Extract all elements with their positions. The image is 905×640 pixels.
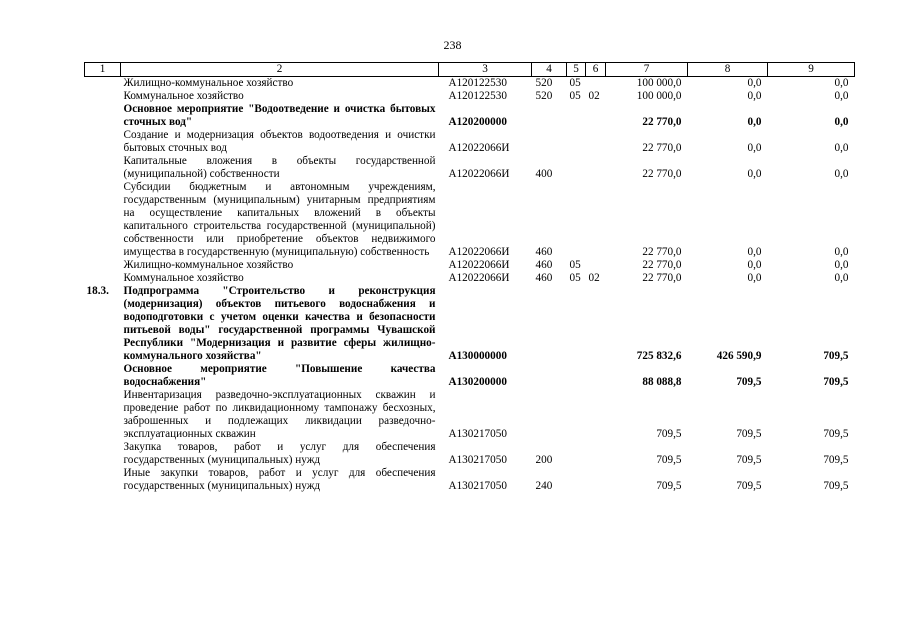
amount-col-9: 709,5 [823, 376, 849, 388]
target-article-code: A12022066И [448, 168, 510, 180]
row-number [85, 363, 121, 389]
amount-col-7: 22 770,0 [642, 246, 682, 258]
table-row [85, 259, 855, 272]
subsection-code [586, 155, 606, 181]
target-article-code: A130217050 [448, 480, 507, 492]
row-name: Коммунальное хозяйство [123, 272, 244, 284]
row-name: Создание и модернизация объектов водоотведения и очистки бытовых сточных вод [123, 129, 436, 154]
subsection-code [586, 129, 606, 155]
section-code [567, 103, 586, 129]
expense-type-code [532, 389, 567, 441]
subsection-code [586, 467, 606, 493]
row-number [85, 272, 121, 285]
section-code: 05 [569, 259, 581, 271]
amount-col-8: 426 590,9 [716, 350, 762, 362]
amount-col-8: 0,0 [747, 168, 762, 180]
amount-col-9: 709,5 [823, 350, 849, 362]
row-name: Основное мероприятие "Повышение качества водоснабжения" [123, 363, 436, 388]
row-number [85, 181, 121, 259]
amount-col-9: 709,5 [823, 454, 849, 466]
target-article-code: A12022066И [448, 142, 510, 154]
amount-col-9: 709,5 [823, 480, 849, 492]
target-article-code: A120200000 [448, 116, 507, 128]
amount-col-7: 709,5 [656, 480, 682, 492]
row-number: 18.3. [86, 285, 109, 297]
amount-col-7: 100 000,0 [636, 90, 682, 102]
amount-col-9: 0,0 [834, 142, 849, 154]
budget-table [84, 62, 855, 493]
table-body [85, 77, 855, 494]
expense-type-code [532, 103, 567, 129]
expense-type-code: 400 [535, 168, 553, 180]
expense-type-code: 460 [535, 246, 553, 258]
amount-col-9: 709,5 [823, 428, 849, 440]
header-cell: 9 [768, 63, 855, 77]
expense-type-code: 520 [535, 90, 553, 102]
subsection-code: 02 [588, 272, 600, 284]
row-number [85, 441, 121, 467]
table-row [85, 90, 855, 103]
amount-col-8: 0,0 [747, 246, 762, 258]
table-row [85, 441, 855, 467]
row-number [85, 129, 121, 155]
amount-col-8: 709,5 [736, 428, 762, 440]
expense-type-code: 200 [535, 454, 553, 466]
target-article-code: A120122530 [448, 90, 507, 102]
subsection-code [586, 103, 606, 129]
subsection-code [586, 389, 606, 441]
table-row [85, 272, 855, 285]
section-code: 05 [569, 272, 581, 284]
table-row [85, 467, 855, 493]
subsection-code [586, 77, 606, 91]
header-cell: 4 [532, 63, 567, 77]
amount-col-8: 0,0 [747, 116, 762, 128]
amount-col-9: 0,0 [834, 259, 849, 271]
section-code [567, 155, 586, 181]
row-name: Инвентаризация разведочно-эксплуатационных скважин и проведение работ по ликвидационному тампонажу бесхозных, заброшенных и подлежащих ликвидации разведочно-эксплуатационных скважин [123, 389, 436, 440]
header-cell: 2 [121, 63, 439, 77]
section-code [567, 441, 586, 467]
table-header [85, 63, 855, 77]
amount-col-8: 709,5 [736, 376, 762, 388]
subsection-code [586, 259, 606, 272]
amount-col-8: 709,5 [736, 480, 762, 492]
row-name: Субсидии бюджетным и автономным учреждениям, государственным (муниципальным) унитарным предприятиям на осуществление капитальных вложений в объекты капитального строительства государственной (муниципальной) собственности или приобретение объектов недвижимого имущества в государственную (муниципальную) собственность [123, 181, 436, 258]
subsection-code [586, 363, 606, 389]
target-article-code: A12022066И [448, 246, 510, 258]
header-cell: 8 [688, 63, 768, 77]
amount-col-8: 0,0 [747, 142, 762, 154]
table-row [85, 181, 855, 259]
row-name: Основное мероприятие "Водоотведение и очистка бытовых сточных вод" [123, 103, 436, 128]
subsection-code [586, 181, 606, 259]
target-article-code: A130217050 [448, 454, 507, 466]
amount-col-9: 0,0 [834, 77, 849, 89]
expense-type-code [532, 363, 567, 389]
section-code: 05 [569, 90, 581, 102]
table-row [85, 77, 855, 91]
target-article-code: A120122530 [448, 77, 507, 89]
row-name: Закупка товаров, работ и услуг для обеспечения государственных (муниципальных) нужд [123, 441, 436, 466]
section-code [567, 285, 586, 363]
table-row [85, 363, 855, 389]
amount-col-7: 709,5 [656, 428, 682, 440]
expense-type-code [532, 129, 567, 155]
row-name: Коммунальное хозяйство [123, 90, 244, 102]
amount-col-7: 88 088,8 [642, 376, 682, 388]
header-cell: 7 [606, 63, 688, 77]
amount-col-7: 22 770,0 [642, 259, 682, 271]
section-code [567, 389, 586, 441]
row-number [85, 90, 121, 103]
row-number [85, 77, 121, 91]
table-row [85, 155, 855, 181]
row-number [85, 103, 121, 129]
amount-col-7: 22 770,0 [642, 168, 682, 180]
expense-type-code: 460 [535, 272, 553, 284]
subsection-code [586, 441, 606, 467]
amount-col-8: 0,0 [747, 272, 762, 284]
page-number: 238 [443, 38, 462, 52]
table-row [85, 129, 855, 155]
section-code [567, 129, 586, 155]
amount-col-8: 0,0 [747, 259, 762, 271]
section-code [567, 181, 586, 259]
row-name: Капитальные вложения в объекты государственной (муниципальной) собственности [123, 155, 436, 180]
header-cell: 3 [439, 63, 532, 77]
row-number [85, 467, 121, 493]
amount-col-8: 709,5 [736, 454, 762, 466]
amount-col-7: 22 770,0 [642, 142, 682, 154]
table-row [85, 285, 855, 363]
expense-type-code: 520 [535, 77, 553, 89]
amount-col-9: 0,0 [834, 116, 849, 128]
row-name: Жилищно-коммунальное хозяйство [123, 77, 294, 89]
amount-col-9: 0,0 [834, 168, 849, 180]
header-cell: 6 [586, 63, 606, 77]
amount-col-8: 0,0 [747, 77, 762, 89]
table-row [85, 103, 855, 129]
amount-col-7: 22 770,0 [642, 116, 682, 128]
amount-col-9: 0,0 [834, 246, 849, 258]
target-article-code: A130000000 [448, 350, 507, 362]
row-number [85, 259, 121, 272]
amount-col-9: 0,0 [834, 272, 849, 284]
expense-type-code: 460 [535, 259, 553, 271]
header-cell: 1 [85, 63, 121, 77]
section-code [567, 363, 586, 389]
target-article-code: A130200000 [448, 376, 507, 388]
table-row [85, 389, 855, 441]
header-cell: 5 [567, 63, 586, 77]
expense-type-code [532, 285, 567, 363]
target-article-code: A130217050 [448, 428, 507, 440]
amount-col-7: 709,5 [656, 454, 682, 466]
amount-col-7: 22 770,0 [642, 272, 682, 284]
amount-col-8: 0,0 [747, 90, 762, 102]
amount-col-9: 0,0 [834, 90, 849, 102]
row-name: Подпрограмма "Строительство и реконструкция (модернизация) объектов питьевого водоснабжения и водоподготовки с учетом оценки качества и безопасности питьевой воды" государственной программы Чувашской Республики "Модернизация и развитие сферы жилищно-коммунального хозяйства" [123, 285, 436, 362]
target-article-code: A12022066И [448, 259, 510, 271]
row-name: Иные закупки товаров, работ и услуг для обеспечения государственных (муниципальных) нужд [123, 467, 436, 492]
row-name: Жилищно-коммунальное хозяйство [123, 259, 294, 271]
header-row [85, 63, 855, 77]
amount-col-7: 100 000,0 [636, 77, 682, 89]
target-article-code: A12022066И [448, 272, 510, 284]
amount-col-7: 725 832,6 [636, 350, 682, 362]
row-number [85, 155, 121, 181]
expense-type-code: 240 [535, 480, 553, 492]
subsection-code: 02 [588, 90, 600, 102]
row-number [85, 389, 121, 441]
subsection-code [586, 285, 606, 363]
section-code: 05 [569, 77, 581, 89]
section-code [567, 467, 586, 493]
